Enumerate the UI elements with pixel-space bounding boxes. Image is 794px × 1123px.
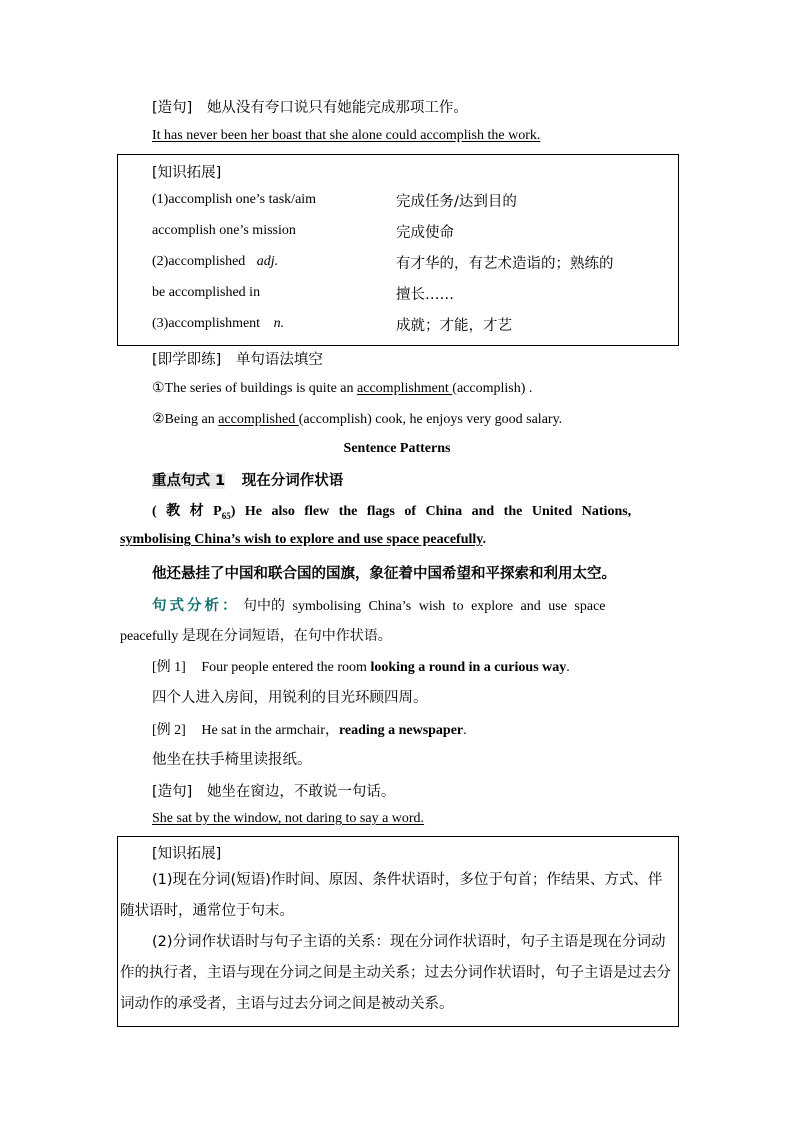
- zaoju-tag: [造句]: [152, 100, 193, 116]
- box1-row5-en: (3)accomplishment: [152, 316, 261, 331]
- zaoju-english: It has never been her boast that she alone could accomplish the work.: [152, 128, 541, 143]
- box1-row3-en: (2)accomplished: [152, 254, 246, 269]
- box2-title: [知识拓展]: [152, 846, 222, 862]
- practice-q2: [152, 411, 562, 428]
- example-2-pre: He sat in the armchair，: [201, 723, 339, 738]
- q2-answer: accomplished: [218, 412, 299, 427]
- analysis-text1: 句中的 symbolising China’s wish to explore and use space: [243, 599, 606, 614]
- source-text: ) He also flew the flags of China and the United Nations,: [230, 504, 632, 519]
- knowledge-box-1: [117, 154, 679, 346]
- q1-prompt: ①The series of buildings is quite an: [152, 381, 354, 396]
- box1-title: [知识拓展]: [152, 165, 222, 181]
- example-1: [152, 656, 570, 676]
- zaoju-tag-2: [造句]: [152, 784, 193, 800]
- box1-row3-zh: 有才华的，有艺术造诣的；熟练的: [396, 256, 614, 272]
- example-1-pre: Four people entered the room: [201, 660, 371, 675]
- sentence-translation: 他还悬挂了中国和联合国的国旗，象征着中国希望和平探索和利用太空。: [152, 566, 616, 582]
- box1-row5-en-wrap: [152, 316, 284, 332]
- pattern-title: 现在分词作状语: [241, 473, 344, 489]
- box2-paragraph-2: (2)分词作状语时与句子主语的关系：现在分词作状语时，句子主语是现在分词动作的执行者，主语与现在分词之间是主动关系；过去分词作状语时，句子主语是过去分词动作的承受者，主语与过去分词之间是被动关系。: [120, 934, 671, 1012]
- analysis-label: 句式分析：: [152, 598, 240, 614]
- analysis-line2: peacefully 是现在分词短语，在句中作状语。: [120, 629, 392, 644]
- analysis-line1: [152, 594, 606, 615]
- source-page: 65: [221, 510, 231, 521]
- source-prefix: ( 教 材 P: [152, 504, 222, 519]
- example-1-end: .: [566, 660, 570, 675]
- box1-row5-zh: 成就；才能，才艺: [396, 318, 512, 334]
- textbook-sentence-line2: [120, 532, 486, 548]
- practice-title: 单句语法填空: [235, 352, 323, 368]
- zaoju-chinese: 她从没有夸口说只有她能完成那项工作。: [206, 100, 468, 116]
- zaoju-english-2: She sat by the window, not daring to say a word.: [152, 811, 425, 826]
- box1-row3-pos: adj.: [256, 254, 279, 269]
- example-1-tag: [例 1]: [152, 660, 186, 675]
- zaoju-line-2: [152, 780, 395, 801]
- sentence-end: .: [482, 532, 486, 547]
- zaoju-chinese-2: 她坐在窗边，不敢说一句话。: [206, 784, 396, 800]
- section-title: Sentence Patterns: [343, 441, 451, 456]
- box1-row3-en-wrap: [152, 254, 278, 270]
- practice-tag: [即学即练]: [152, 352, 222, 368]
- q1-answer: accomplishment: [357, 381, 453, 396]
- box1-row2-en: accomplish one’s mission: [152, 223, 296, 238]
- box1-row4-en: be accomplished in: [152, 285, 261, 300]
- example-2-translation: 他坐在扶手椅里读报纸。: [152, 752, 312, 768]
- example-1-bold: looking a round in a curious way: [370, 660, 567, 675]
- example-2: [152, 719, 467, 739]
- pattern-heading: [152, 469, 343, 490]
- box1-row1-zh: 完成任务/达到目的: [396, 194, 517, 210]
- zaoju-line: [152, 96, 468, 117]
- box1-row1-en: (1)accomplish one’s task/aim: [152, 192, 317, 207]
- box1-row2-zh: 完成使命: [396, 225, 454, 241]
- example-2-end: .: [463, 723, 467, 738]
- box2-paragraph-1: (1)现在分词(短语)作时间、原因、条件状语时，多位于句首；作结果、方式、伴随状语时，通常位于句末。: [120, 872, 663, 919]
- example-2-tag: [例 2]: [152, 723, 186, 738]
- box1-row5-pos: n.: [273, 316, 285, 331]
- q1-hint: (accomplish) .: [452, 381, 533, 396]
- example-2-bold: reading a newspaper: [338, 723, 464, 738]
- q2-prompt: ②Being an: [152, 412, 215, 427]
- textbook-sentence-line1: [152, 500, 631, 521]
- participle-phrase: symbolising China’s wish to explore and use space peacefully: [120, 532, 483, 547]
- q2-hint: (accomplish) cook, he enjoys very good salary.: [298, 412, 563, 427]
- box1-row4-zh: 擅长……: [396, 287, 454, 303]
- knowledge-box-2: [117, 836, 679, 1027]
- practice-q1: [152, 380, 532, 397]
- practice-header: [152, 348, 323, 369]
- pattern-label: 重点句式 1: [152, 473, 226, 489]
- example-1-translation: 四个人进入房间，用锐利的目光环顾四周。: [152, 690, 428, 706]
